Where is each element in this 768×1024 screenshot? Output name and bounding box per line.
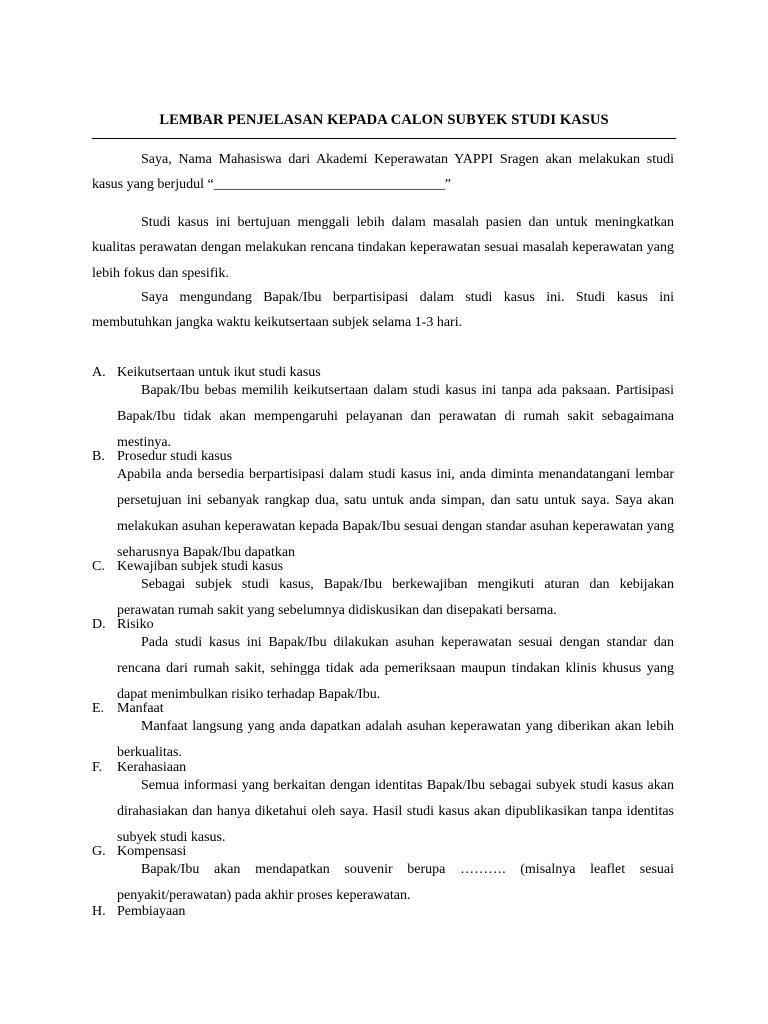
section-heading (92, 364, 674, 381)
section-letter: A. (92, 365, 106, 380)
section-letter: B. (92, 449, 105, 464)
section-title: Manfaat (117, 701, 164, 716)
section-letter: G. (92, 844, 106, 859)
section-body: Manfaat langsung yang anda dapatkan adalah asuhan keperawatan yang diberikan akan lebih berkualitas. (117, 719, 674, 760)
section-body: Bapak/Ibu akan mendapatkan souvenir berupa ………. (misalnya leaflet sesuai penyakit/perawatan) pada akhir proses keperawatan. (117, 862, 674, 903)
document-title: LEMBAR PENJELASAN KEPADA CALON SUBYEK STUDI KASUS (159, 112, 609, 128)
section-letter: C. (92, 559, 105, 574)
section-b (92, 448, 674, 566)
section-letter: E. (92, 701, 105, 716)
section-heading (92, 558, 674, 575)
section-letter: H. (92, 904, 106, 919)
section-h (92, 903, 674, 920)
section-body: Apabila anda bersedia berpartisipasi dalam studi kasus ini, anda diminta menandatangani lembar persetujuan ini sebanyak rangkap dua, satu untuk anda simpan, dan satu untuk saya. Saya akan melakukan asuhan keperawatan kepada Bapak/Ibu sesuai dengan standar asuhan keperawatan yang seharusnya Bapak/Ibu dapatkan (117, 467, 674, 560)
intro-paragraph-3: Saya mengundang Bapak/Ibu berpartisipasi dalam studi kasus ini. Studi kasus ini membutuhkan jangka waktu keikutsertaan subjek selama 1-3 hari. (92, 290, 674, 331)
section-c (92, 558, 674, 624)
section-body: Bapak/Ibu bebas memilih keikutsertaan dalam studi kasus ini tanpa ada paksaan. Partisipasi Bapak/Ibu tidak akan mempengaruhi pelayanan dan perawatan di rumah sakit sebagaimana mestinya. (117, 383, 674, 450)
section-heading (92, 843, 674, 860)
section-f (92, 759, 674, 851)
section-letter: F. (92, 760, 103, 775)
section-heading (92, 759, 674, 776)
section-title: Kompensasi (117, 844, 187, 859)
section-title: Keikutsertaan untuk ikut studi kasus (117, 365, 321, 380)
section-body: Pada studi kasus ini Bapak/Ibu dilakukan asuhan keperawatan sesuai dengan standar dan rencana dari rumah sakit, sehingga tidak ada pemeriksaan maupun tindakan klinis khusus yang dapat menimbulkan risiko terhadap Bapak/Ibu. (117, 635, 674, 702)
section-heading (92, 903, 674, 920)
section-letter: D. (92, 617, 106, 632)
title-underline (92, 138, 676, 139)
intro-paragraph-1: Saya, Nama Mahasiswa dari Akademi Keperawatan YAPPI Sragen akan melakukan studi kasus yang berjudul “_________________________________” (92, 152, 674, 193)
section-heading (92, 448, 674, 465)
section-title: Kerahasiaan (117, 760, 187, 775)
section-e (92, 700, 674, 766)
section-heading (92, 616, 674, 633)
section-body: Semua informasi yang berkaitan dengan identitas Bapak/Ibu sebagai subyek studi kasus akan dirahasiakan dan hanya diketahui oleh saya. Hasil studi kasus akan dipublikasikan tanpa identitas subyek studi kasus. (117, 778, 674, 845)
section-g (92, 843, 674, 909)
section-title: Risiko (117, 617, 154, 632)
intro-paragraph-2: Studi kasus ini bertujuan menggali lebih dalam masalah pasien dan untuk meningkatkan kualitas perawatan dengan melakukan rencana tindakan keperawatan sesuai masalah keperawatan yang lebih fokus dan spesifik. (92, 215, 674, 281)
section-heading (92, 700, 674, 717)
section-title: Pembiayaan (117, 904, 186, 919)
section-title: Kewajiban subjek studi kasus (117, 559, 284, 574)
section-a (92, 364, 674, 456)
section-d (92, 616, 674, 708)
section-body: Sebagai subjek studi kasus, Bapak/Ibu berkewajiban mengikuti aturan dan kebijakan perawatan rumah sakit yang sebelumnya didiskusikan dan disepakati bersama. (117, 577, 674, 618)
section-title: Prosedur studi kasus (117, 449, 233, 464)
